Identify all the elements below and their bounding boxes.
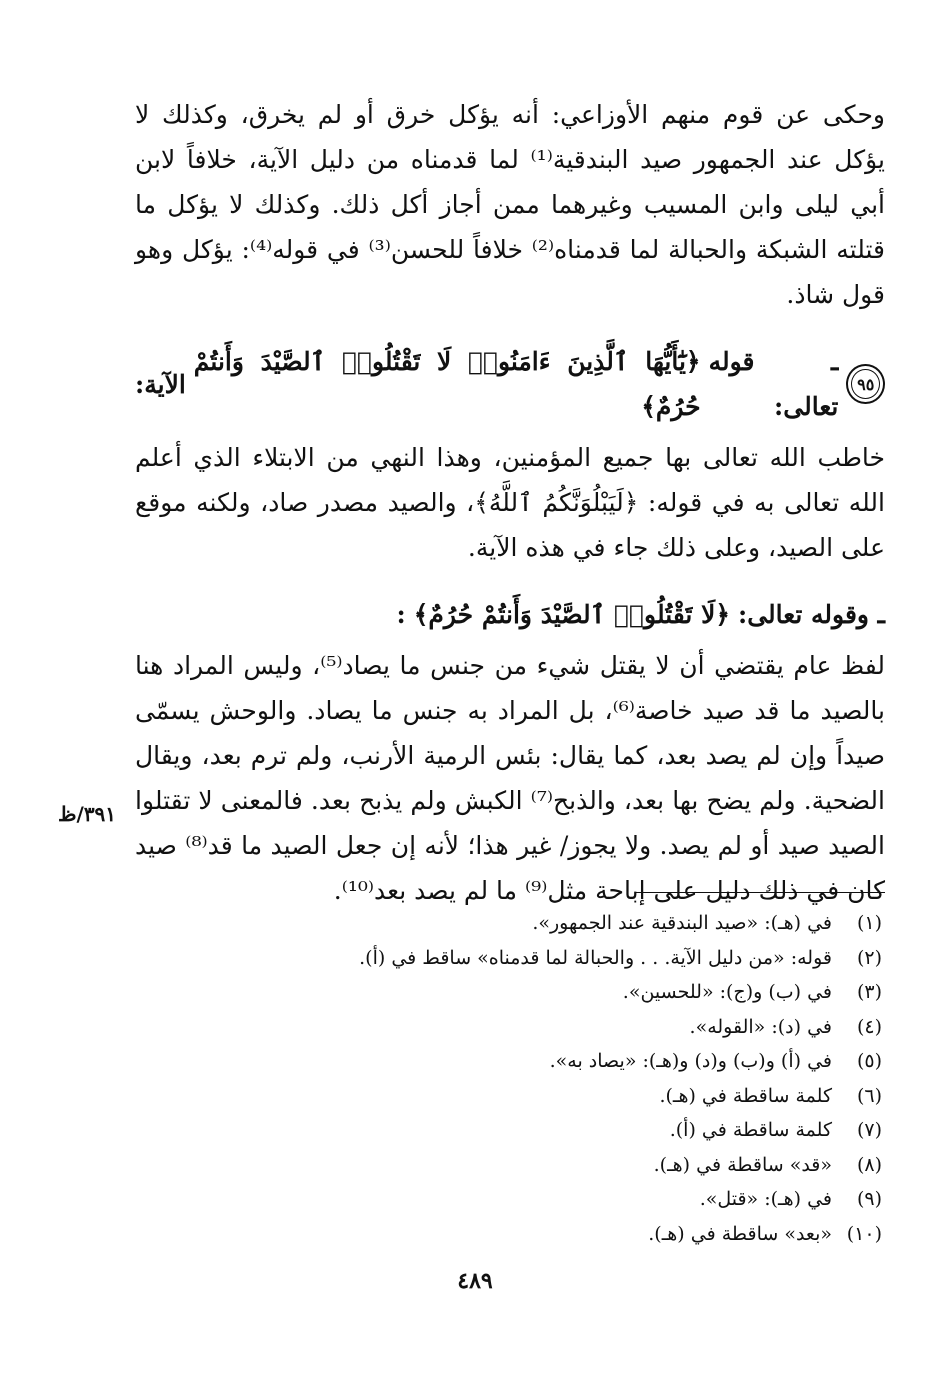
footnotes — [182, 906, 882, 1251]
footnote-text: «قد» ساقطة في (هـ). — [653, 1153, 832, 1176]
heading-verse-95 — [135, 339, 885, 429]
page-number: ٤٨٩ — [457, 1268, 493, 1294]
footnote-number: (٤) — [856, 1015, 882, 1038]
paragraph-2: خاطب الله تعالى بها جميع المؤمنين، وهذا النهي من الابتلاء الذي أعلم الله تعالى به في قوله: ﴿لَيَبْلُوَنَّكُمُ ٱللَّهُ﴾، والصيد مصدر صاد، ولكنه موقع على الصيد، وعلى ذلك جاء في هذه الآية. — [135, 443, 885, 562]
footnote-text: في (هـ): «صيد البندقية عند الجمهور». — [532, 912, 832, 934]
verse-number-badge: ٩٥ — [846, 364, 885, 404]
footnote — [182, 1113, 882, 1148]
paragraph-1: وحكى عن قوم منهم الأوزاعي: أنه يؤكل خرق أو لم يخرق، وكذلك لا يؤكل عند الجمهور صيد البندقية⁽¹⁾ لما قدمناه من دليل الآية، خلافاً لابن أبي ليلى وابن المسيب وغيرهما ممن أجاز أكل ذلك. وكذلك لا يؤكل ما قتلته الشبكة والحبالة لما قدمناه⁽²⁾ خلافاً للحسن⁽³⁾ في قوله⁽⁴⁾: يؤكل وهو قول شاذ. — [135, 100, 885, 309]
footnote-text: في (ب) و(ج): «للحسين». — [622, 981, 832, 1003]
footnote — [182, 941, 882, 976]
footnote-text: كلمة ساقطة في (أ). — [669, 1119, 832, 1141]
footnote-text: «بعد» ساقطة في (هـ). — [648, 1222, 832, 1245]
heading-suffix: الآية: — [135, 369, 186, 399]
footnote — [182, 1148, 882, 1183]
footnote-number: (٣) — [856, 981, 882, 1003]
quran-verse: ﴿لَا تَقْتُلُوا۟ ٱلصَّيْدَ وَأَنتُمْ حُرُمٌ﴾ — [413, 600, 730, 629]
footnote — [182, 1044, 882, 1079]
footnote-number: (٦) — [856, 1084, 882, 1107]
footnote — [182, 1217, 882, 1252]
footnote — [182, 1010, 882, 1045]
footnote-number: (٧) — [856, 1119, 882, 1141]
footnote-number: (٥) — [856, 1050, 882, 1072]
footnote-text: قوله: «من دليل الآية. . . والحبالة لما قدمناه» ساقط في (أ). — [359, 946, 832, 969]
footnote — [182, 906, 882, 941]
footnote-number: (٢) — [856, 946, 882, 969]
heading-prefix: ـ قوله تعالى: — [708, 347, 839, 421]
footnote — [182, 1182, 882, 1217]
footnote-number: (٨) — [856, 1153, 882, 1176]
page-body — [135, 92, 885, 913]
footnote-text: كلمة ساقطة في (هـ). — [659, 1084, 832, 1107]
footnote-text: في (أ) و(ب) و(د) و(هـ): «يصاد به». — [549, 1050, 832, 1072]
footnote — [182, 1079, 882, 1114]
footnote — [182, 975, 882, 1010]
heading-prefix: ـ وقوله تعالى: — [737, 600, 885, 629]
heading-verse-quote — [135, 592, 885, 637]
heading-suffix: : — [396, 600, 406, 629]
footnote-number: (١٠) — [846, 1222, 882, 1245]
manuscript-folio-note: ٣٩١/ظ — [58, 802, 117, 826]
footnote-number: (٩) — [856, 1188, 882, 1210]
quran-verse: ﴿يَٰٓأَيُّهَا ٱلَّذِينَ ءَامَنُوا۟ لَا تَقْتُلُوا۟ ٱلصَّيْدَ وَأَنتُمْ حُرُمٌ﴾ — [193, 347, 701, 421]
footnote-separator — [635, 892, 885, 893]
footnote-text: في (د): «القوله». — [689, 1015, 832, 1038]
footnote-number: (١) — [856, 912, 882, 934]
footnote-text: في (هـ): «قتل». — [699, 1188, 832, 1210]
paragraph-3: لفظ عام يقتضي أن لا يقتل شيء من جنس ما يصاد⁽⁵⁾، وليس المراد هنا بالصيد ما قد صيد خاصة⁽⁶⁾، بل المراد به جنس ما يصاد. والوحش يسمّى صيداً وإن لم يصد بعد، كما يقال: بئس الرمية الأرنب، ولم ترم بعد، ويقال الضحية. ولم يضح بها بعد، والذبح⁽⁷⁾ الكبش ولم يذبح بعد. فالمعنى لا تقتلوا الصيد صيد أو لم يصد. ولا يجوز/ غير هذا؛ لأنه إن جعل الصيد ما قد⁽⁸⁾ صيد كان في ذلك دليل على إباحة مثل⁽⁹⁾ ما لم يصد بعد⁽¹⁰⁾. — [135, 651, 886, 905]
